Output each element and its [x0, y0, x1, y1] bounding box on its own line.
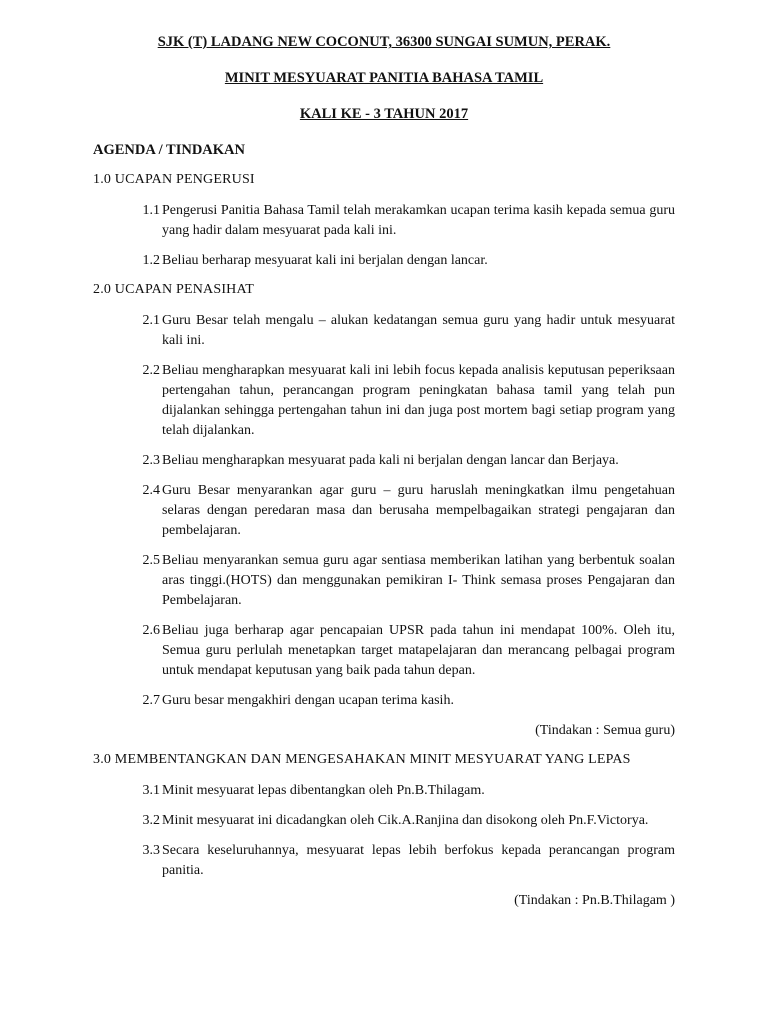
item-number: 2.7 — [142, 693, 160, 708]
document-page — [93, 33, 675, 921]
item-text: Beliau menyarankan semua guru agar sentiasa memberikan latihan yang berbentuk soalan aras tinggi.(HOTS) dan menggunakan pemikiran I- Think semasa proses Pengajaran dan Pembelajaran. — [162, 553, 675, 608]
item-number: 2.6 — [142, 623, 160, 638]
item-number: 2.4 — [142, 483, 160, 498]
list-item — [93, 841, 675, 881]
item-number: 1.2 — [142, 253, 160, 268]
meeting-title: MINIT MESYUARAT PANITIA BAHASA TAMIL — [224, 70, 544, 86]
item-text: Beliau mengharapkan mesyuarat pada kali ni berjalan dengan lancar dan Berjaya. — [162, 453, 619, 468]
list-item — [93, 251, 675, 271]
session-title: KALI KE - 3 TAHUN 2017 — [299, 106, 469, 122]
list-item — [93, 311, 675, 351]
item-text: Beliau mengharapkan mesyuarat kali ini lebih focus kepada analisis keputusan peperiksaan pertengahan tahun, perancangan program peningkatan bahasa tamil yang telah pun dijalankan sehingga pertengahan tahun ini dan juga post mortem bagi setiap program yang telah dijalankan. — [162, 363, 675, 438]
section-heading-1: 1.0 UCAPAN PENGERUSI — [93, 172, 255, 187]
list-item — [93, 201, 675, 241]
item-text: Pengerusi Panitia Bahasa Tamil telah merakamkan ucapan terima kasih kepada semua guru yang hadir dalam mesyuarat pada kali ini. — [162, 203, 675, 238]
list-item — [93, 451, 675, 471]
school-title: SJK (T) LADANG NEW COCONUT, 36300 SUNGAI SUMUN, PERAK. — [157, 34, 611, 50]
agenda-heading: AGENDA / TINDAKAN — [93, 142, 246, 158]
section-heading-3: 3.0 MEMBENTANGKAN DAN MENGESAHAKAN MINIT MESYUARAT YANG LEPAS — [93, 752, 631, 767]
section-heading-2: 2.0 UCAPAN PENASIHAT — [93, 282, 255, 297]
list-item — [93, 811, 675, 831]
list-item — [93, 621, 675, 681]
item-text: Minit mesyuarat lepas dibentangkan oleh Pn.B.Thilagam. — [162, 783, 485, 798]
item-number: 2.2 — [142, 363, 160, 378]
item-text: Minit mesyuarat ini dicadangkan oleh Cik.A.Ranjina dan disokong oleh Pn.F.Victorya. — [162, 813, 649, 828]
list-item — [93, 551, 675, 611]
item-number: 2.5 — [142, 553, 160, 568]
item-number: 3.1 — [142, 783, 160, 798]
item-text: Guru Besar menyarankan agar guru – guru haruslah meningkatkan ilmu pengetahuan selaras dengan peredaran masa dan berusaha mempelbagaikan strategi pengajaran dan pembelajaran. — [162, 483, 675, 538]
item-number: 3.2 — [142, 813, 160, 828]
list-item — [93, 781, 675, 801]
item-number: 3.3 — [142, 843, 160, 858]
item-number: 1.1 — [142, 203, 160, 218]
list-item — [93, 361, 675, 441]
item-text: Secara keseluruhannya, mesyuarat lepas lebih berfokus kepada perancangan program panitia. — [162, 843, 675, 878]
item-text: Beliau berharap mesyuarat kali ini berjalan dengan lancar. — [162, 253, 488, 268]
item-text: Beliau juga berharap agar pencapaian UPSR pada tahun ini mendapat 100%. Oleh itu, Semua guru perlulah menetapkan target matapelajaran dan merancang pelbagai program untuk mendapat keputusan yang baik pada tahun depan. — [162, 623, 675, 678]
item-text: Guru Besar telah mengalu – alukan kedatangan semua guru yang hadir untuk mesyuarat kali ini. — [162, 313, 675, 348]
list-item — [93, 481, 675, 541]
list-item — [93, 691, 675, 711]
action-note-2: (Tindakan : Semua guru) — [535, 723, 675, 738]
item-number: 2.3 — [142, 453, 160, 468]
item-text: Guru besar mengakhiri dengan ucapan terima kasih. — [162, 693, 454, 708]
item-number: 2.1 — [142, 313, 160, 328]
action-note-3: (Tindakan : Pn.B.Thilagam ) — [514, 893, 675, 908]
